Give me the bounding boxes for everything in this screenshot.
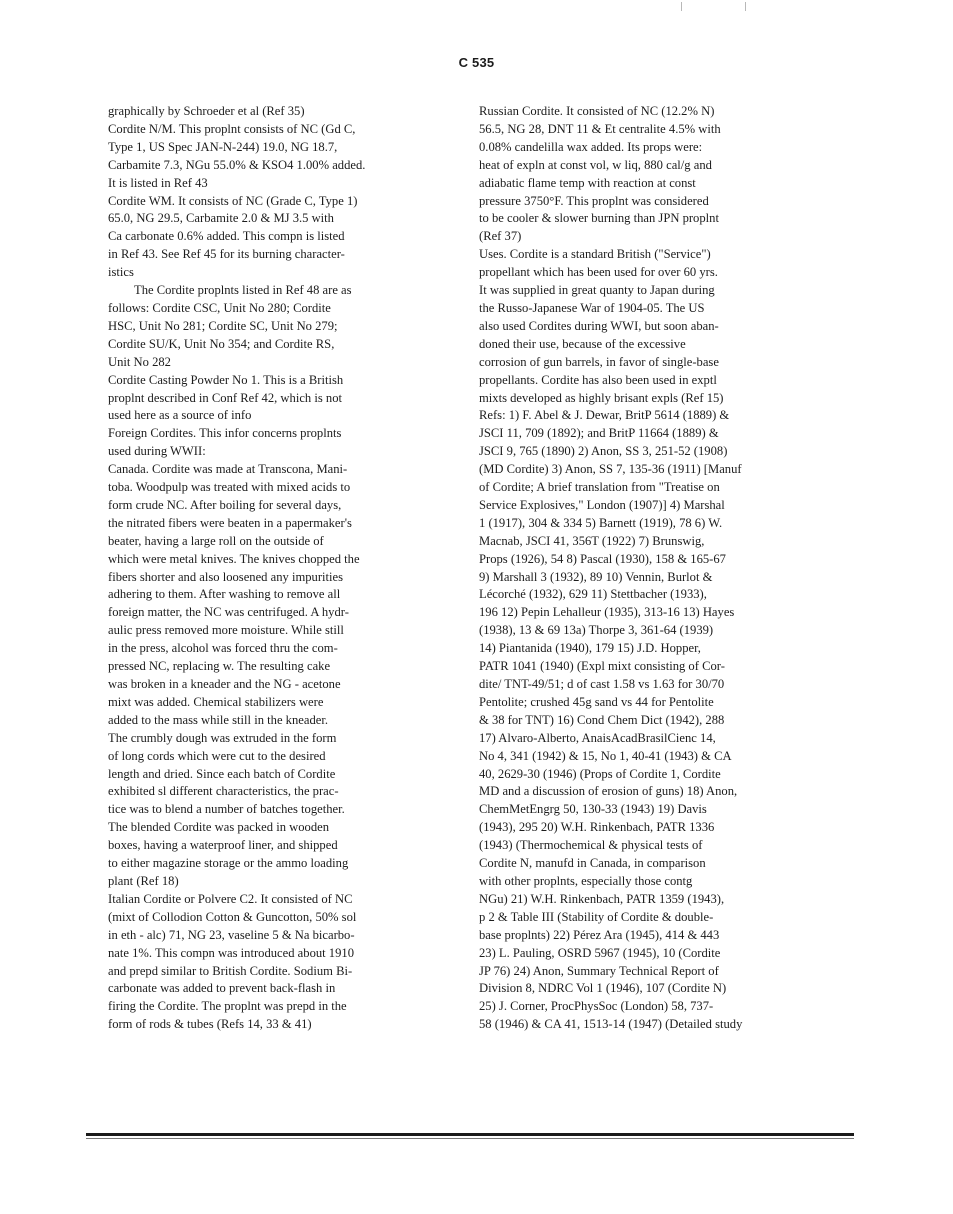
text-line: 196 12) Pepin Lehalleur (1935), 313-16 13) Hayes (479, 605, 735, 620)
text-line: Unit No 282 (108, 354, 171, 369)
text-line: The Cordite proplnts listed in Ref 48 are as (134, 283, 352, 298)
text-line: dite/ TNT-49/51; d of cast 1.58 vs 1.63 for 30/70 (479, 677, 725, 691)
text-line: Type 1, US Spec JAN-N-244) 19.0, NG 18.7, (108, 139, 338, 154)
text-line: Pentolite; crushed 45g sand vs 44 for Pentolite (479, 694, 714, 709)
text-line: toba. Woodpulp was treated with mixed acids to (108, 480, 351, 495)
text-line: in eth - alc) 71, NG 23, vaseline 5 & Na bicarbo- (108, 927, 355, 942)
text-line: istics (108, 265, 134, 280)
text-line: was broken in a kneader and the NG - acetone (108, 677, 341, 691)
text-line: the Russo-Japanese War of 1904-05. The US (479, 300, 705, 315)
text-line: plant (Ref 18) (108, 873, 179, 888)
text-line: of long cords which were cut to the desired (108, 748, 326, 763)
text-line: NGu) 21) W.H. Rinkenbach, PATR 1359 (1943), (479, 891, 725, 906)
text-line: Cordite N/M. This proplnt consists of NC (Gd C, (108, 121, 356, 136)
text-line: Cordite SU/K, Unit No 354; and Cordite RS, (108, 336, 335, 351)
text-line: in Ref 43. See Ref 45 for its burning character- (108, 247, 345, 262)
right-column (479, 103, 854, 1034)
text-line: JSCI 9, 765 (1890) 2) Anon, SS 3, 251-52 (1908) (479, 444, 728, 459)
text-line: which were metal knives. The knives chopped the (108, 551, 360, 566)
text-line: exhibited sl different characteristics, the prac- (108, 784, 339, 799)
text-line: Uses. Cordite is a standard British ("Service") (479, 247, 711, 262)
scan-tick (681, 2, 682, 11)
text-line: also used Cordites during WWI, but soon aban- (479, 318, 719, 333)
text-line: 56.5, NG 28, DNT 11 & Et centralite 4.5% with (479, 121, 721, 136)
text-line: (1938), 13 & 69 13a) Thorpe 3, 361-64 (1939) (479, 623, 714, 638)
text-line: 14) Piantanida (1940), 179 15) J.D. Hopper, (479, 641, 701, 656)
text-line: Cordite Casting Powder No 1. This is a British (108, 372, 344, 387)
text-line: of Cordite; A brief translation from "Treatise on (479, 480, 720, 495)
text-line: the nitrated fibers were beaten in a papermaker's (108, 515, 352, 530)
text-line: 25) J. Corner, ProcPhysSoc (London) 58, 737- (479, 999, 714, 1014)
text-line: Refs: 1) F. Abel & J. Dewar, BritP 5614 (1889) & (479, 408, 730, 423)
text-line: Division 8, NDRC Vol 1 (1946), 107 (Cordite N) (479, 981, 727, 996)
text-line: (1943) (Thermochemical & physical tests of (479, 838, 703, 853)
text-line: in the press, alcohol was forced thru the com- (108, 641, 338, 656)
text-line: doned their use, because of the excessive (479, 336, 686, 351)
text-line: nate 1%. This compn was introduced about 1910 (108, 945, 354, 960)
text-line: & 38 for TNT) 16) Cond Chem Dict (1942), 288 (479, 712, 725, 727)
left-column (108, 103, 440, 1034)
text-line: mixt was added. Chemical stabilizers were (108, 694, 324, 709)
text-line: mixts developed as highly brisant expls (Ref 15) (479, 390, 724, 405)
text-line: adhering to them. After washing to remove all (108, 587, 341, 602)
text-line: pressure 3750°F. This proplnt was considered (479, 193, 709, 208)
text-line: Ca carbonate 0.6% added. This compn is listed (108, 229, 345, 244)
text-line: aulic press removed more moisture. While still (108, 623, 344, 638)
text-line: It was supplied in great quanty to Japan during (479, 283, 715, 298)
text-line: (MD Cordite) 3) Anon, SS 7, 135-36 (1911) [Manuf (479, 462, 742, 477)
text-line: Cordite WM. It consists of NC (Grade C, Type 1) (108, 193, 358, 208)
text-line: form of rods & tubes (Refs 14, 33 & 41) (108, 1017, 312, 1032)
text-line: (Ref 37) (479, 229, 522, 244)
text-line: used here as a source of info (108, 408, 252, 423)
text-line: to be cooler & slower burning than JPN proplnt (479, 211, 719, 226)
bottom-rule (86, 1133, 854, 1136)
text-line: beater, having a large roll on the outside of (108, 533, 324, 548)
text-line: 40, 2629-30 (1946) (Props of Cordite 1, Cordite (479, 766, 721, 781)
text-line: HSC, Unit No 281; Cordite SC, Unit No 279; (108, 318, 338, 333)
text-line: Props (1926), 54 8) Pascal (1930), 158 & 165-67 (479, 551, 726, 566)
text-line: 0.08% candelilla wax added. Its props were: (479, 139, 703, 154)
text-line: ChemMetEngrg 50, 130-33 (1943) 19) Davis (479, 802, 707, 817)
text-line: p 2 & Table III (Stability of Cordite & double- (479, 909, 714, 924)
text-line: 65.0, NG 29.5, Carbamite 2.0 & MJ 3.5 with (108, 211, 334, 226)
text-line: 58 (1946) & CA 41, 1513-14 (1947) (Detailed study (479, 1017, 743, 1032)
text-line: 23) L. Pauling, OSRD 5967 (1945), 10 (Cordite (479, 945, 721, 960)
text-line: boxes, having a waterproof liner, and shipped (108, 838, 338, 853)
text-line: 9) Marshall 3 (1932), 89 10) Vennin, Burlot & (479, 569, 713, 584)
page-number: C 535 (458, 55, 495, 70)
text-line: Carbamite 7.3, NGu 55.0% & KSO4 1.00% added. (108, 157, 366, 172)
text-line: and prepd similar to British Cordite. Sodium Bi- (108, 963, 353, 978)
text-line: with other proplnts, especially those contg (479, 873, 693, 888)
text-line: tice was to blend a number of batches together. (108, 802, 345, 817)
text-line: length and dried. Since each batch of Cordite (108, 766, 336, 781)
text-line: JP 76) 24) Anon, Summary Technical Report of (479, 963, 719, 978)
text-line: 17) Alvaro-Alberto, AnaisAcadBrasilCienc 14, (479, 730, 716, 745)
text-line: foreign matter, the NC was centrifuged. A hydr- (108, 605, 349, 620)
text-line: fibers shorter and also loosened any impurities (108, 569, 344, 584)
text-line: No 4, 341 (1942) & 15, No 1, 40-41 (1943) & CA (479, 748, 732, 763)
text-line: adiabatic flame temp with reaction at const (479, 175, 696, 190)
text-line: to either magazine storage or the ammo loading (108, 856, 349, 871)
text-line: (mixt of Collodion Cotton & Guncotton, 50% sol (108, 909, 357, 924)
text-line: heat of expln at const vol, w liq, 880 cal/g and (479, 157, 712, 172)
text-line: proplnt described in Conf Ref 42, which is not (108, 390, 342, 405)
text-line: Service Explosives," London (1907)] 4) Marshal (479, 497, 725, 512)
text-line: pressed NC, replacing w. The resulting cake (108, 659, 331, 674)
text-line: The crumbly dough was extruded in the form (108, 730, 337, 745)
text-line: JSCI 11, 709 (1892); and BritP 11664 (1889) & (479, 426, 719, 441)
text-line: propellant which has been used for over 60 yrs. (479, 265, 718, 280)
text-line: PATR 1041 (1940) (Expl mixt consisting of Cor- (479, 659, 725, 674)
text-line: firing the Cordite. The proplnt was prepd in the (108, 999, 347, 1014)
text-line: Russian Cordite. It consisted of NC (12.2% N) (479, 104, 715, 118)
text-line: form crude NC. After boiling for several days, (108, 497, 342, 512)
text-line: corrosion of gun barrels, in favor of single-base (479, 354, 719, 369)
text-line: graphically by Schroeder et al (Ref 35) (108, 104, 305, 118)
text-line: used during WWII: (108, 444, 206, 459)
text-line: base proplnts) 22) Pérez Ara (1945), 414 & 443 (479, 927, 720, 942)
scan-tick (745, 2, 746, 11)
text-line: Foreign Cordites. This infor concerns proplnts (108, 426, 342, 441)
text-line: (1943), 295 20) W.H. Rinkenbach, PATR 1336 (479, 820, 715, 835)
text-line: Macnab, JSCI 41, 356T (1922) 7) Brunswig, (479, 533, 705, 548)
text-line: It is listed in Ref 43 (108, 175, 208, 190)
text-line: Italian Cordite or Polvere C2. It consisted of NC (108, 891, 353, 906)
text-line: The blended Cordite was packed in wooden (108, 820, 330, 835)
text-line: follows: Cordite CSC, Unit No 280; Cordite (108, 300, 331, 315)
text-line: carbonate was added to prevent back-flash in (108, 981, 336, 996)
text-line: MD and a discussion of erosion of guns) 18) Anon, (479, 784, 738, 799)
text-line: added to the mass while still in the kneader. (108, 712, 328, 727)
text-line: Lécorché (1932), 629 11) Stettbacher (1933), (479, 587, 707, 602)
text-line: Cordite N, manufd in Canada, in comparison (479, 856, 706, 871)
text-line: propellants. Cordite has also been used in exptl (479, 372, 717, 387)
text-line: 1 (1917), 304 & 334 5) Barnett (1919), 78 6) W. (479, 515, 723, 530)
text-line: Canada. Cordite was made at Transcona, Mani- (108, 462, 348, 477)
